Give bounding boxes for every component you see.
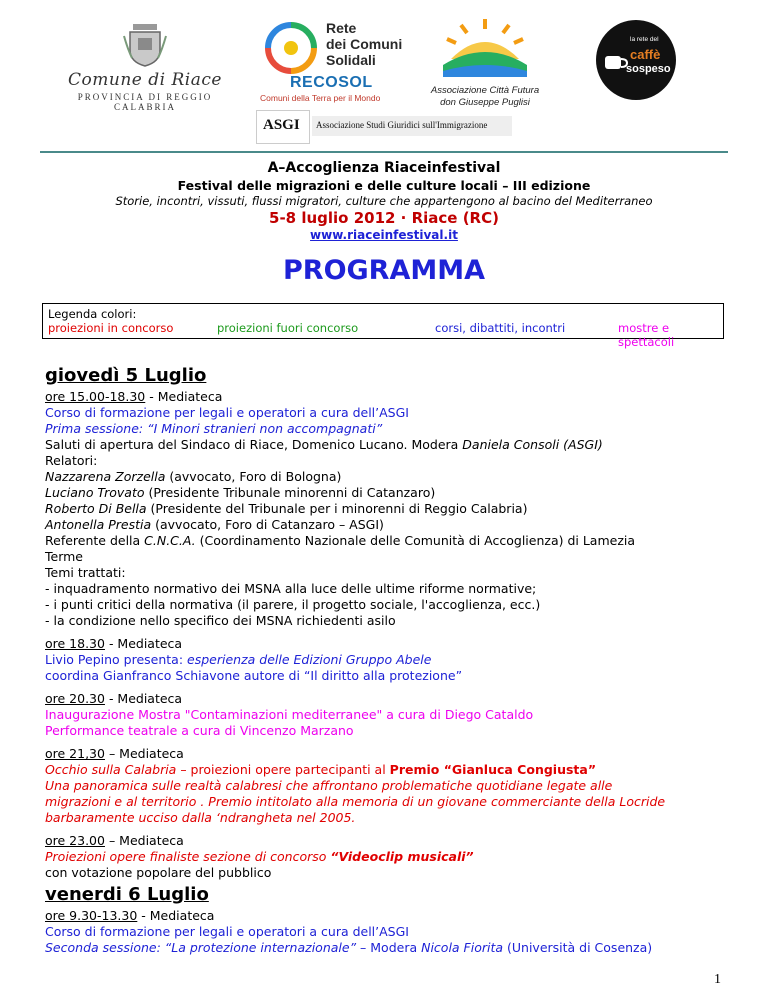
event-title: Occhio sulla Calabria – proiezioni opere partecipanti al Premio “Gianluca Congiusta” [45, 762, 597, 777]
speaker-line: Antonella Prestia (avvocato, Foro di Catanzaro – ASGI) [45, 517, 384, 532]
event-title: Inaugurazione Mostra "Contaminazioni mediterranee" a cura di Diego Cataldo [45, 707, 534, 722]
legend-item-shows: mostre e spettacoli [618, 321, 675, 349]
asgi-logo: ASGI Associazione Studi Giuridici sull'Immigrazione [256, 110, 512, 142]
comune-di-riace-logo [45, 20, 245, 110]
day-heading-friday: venerdi 6 Luglio [45, 884, 209, 905]
speaker-line: Nazzarena Zorzella (avvocato, Foro di Bologna) [45, 469, 342, 484]
legend-item-out-of-competition: proiezioni fuori concorso [217, 321, 359, 335]
recosol-subtitle: Comuni della Terra per il Mondo [260, 93, 381, 103]
citta-futura-logo [410, 15, 560, 110]
event-time-line: ore 23.00 – Mediateca [45, 833, 184, 848]
event-time-line: ore 20.30 - Mediateca [45, 691, 183, 706]
page-number: 1 [714, 972, 721, 987]
event-time-line: ore 21,30 – Mediateca [45, 746, 184, 761]
festival-tagline: Storie, incontri, vissuti, flussi migratori, culture che appartengono al bacino del Mediterraneo [115, 194, 653, 208]
caffe-sospeso-logo: la rete del caffè sospeso [596, 20, 676, 100]
rete-title: Rete dei Comuni Solidali [326, 20, 403, 68]
rete-circle-icon [260, 18, 322, 76]
topic-item: - i punti critici della normativa (il parere, il progetto sociale, l'accoglienza, ecc.) [45, 597, 541, 612]
header-logos [0, 0, 768, 150]
event-description: migrazioni e al territorio . Premio intitolato alla memoria di un giovane commerciante della Locride [45, 794, 666, 809]
event-title: Livio Pepino presenta: esperienza delle Edizioni Gruppo Abele [45, 652, 432, 667]
event-time-line: ore 9.30-13.30 - Mediateca [45, 908, 215, 923]
legend-item-competition: proiezioni in concorso [48, 321, 174, 335]
topic-item: - inquadramento normativo dei MSNA alla luce delle ultime riforme normative; [45, 581, 537, 596]
speaker-line: Luciano Trovato (Presidente Tribunale minorenni di Catanzaro) [45, 485, 436, 500]
sun-landscape-icon [437, 15, 533, 81]
event-description: Una panoramica sulle realtà calabresi che affrontano problematiche quotidiane legate alle [45, 778, 613, 793]
color-legend [42, 303, 724, 349]
comune-name: Comune di Riace [68, 70, 222, 90]
event-session: Prima sessione: “I Minori stranieri non accompagnati” [45, 421, 383, 436]
legend-title: Legenda colori: [48, 307, 137, 321]
header-divider [40, 151, 728, 153]
festival-dates: 5-8 luglio 2012 · Riace (RC) [269, 209, 499, 227]
festival-subtitle: Festival delle migrazioni e delle culture locali – III edizione [177, 178, 591, 193]
event-detail: Performance teatrale a cura di Vincenzo Marzano [45, 723, 354, 738]
event-time-line: ore 18.30 - Mediateca [45, 636, 183, 651]
rete-comuni-solidali-logo [260, 18, 410, 103]
topic-item: - la condizione nello specifico dei MSNA richiedenti asilo [45, 613, 396, 628]
day-heading-thursday: giovedì 5 Luglio [45, 365, 207, 386]
event-title: Corso di formazione per legali e operatori a cura dell’ASGI [45, 405, 409, 420]
referent-line-cont: Terme [45, 549, 83, 564]
crest-icon [120, 20, 170, 68]
event-title: Corso di formazione per legali e operatori a cura dell’ASGI [45, 924, 409, 939]
topics-label: Temi trattati: [45, 565, 126, 580]
recosol-label: RECOSOL [290, 74, 373, 91]
legend-item-courses: corsi, dibattiti, incontri [435, 321, 566, 335]
comune-province: PROVINCIA DI REGGIO CALABRIA [77, 92, 213, 112]
event-session: Seconda sessione: “La protezione internazionale” – Modera Nicola Fiorita (Università di Cosenza) [45, 940, 653, 955]
relatori-label: Relatori: [45, 453, 98, 468]
event-opening: Saluti di apertura del Sindaco di Riace, Domenico Lucano. Modera Daniela Consoli (ASGI) [45, 437, 603, 452]
event-description: barbaramente ucciso dalla ‘ndrangheta nel 2005. [45, 810, 356, 825]
referent-line: Referente della C.N.C.A. (Coordinamento Nazionale delle Comunità di Accoglienza) di Lamezia [45, 533, 636, 548]
event-detail: coordina Gianfranco Schiavone autore di “Il diritto alla protezione” [45, 668, 463, 683]
asso-text: Associazione Città Futura don Giuseppe Puglisi [430, 85, 540, 108]
event-detail: con votazione popolare del pubblico [45, 865, 272, 880]
event-title: Proiezioni opere finaliste sezione di concorso “Videoclip musicali” [45, 849, 474, 864]
festival-website-link[interactable]: www.riaceinfestival.it [310, 228, 458, 242]
programma-heading: PROGRAMMA [282, 255, 485, 286]
festival-title: A–Accoglienza Riaceinfestival [267, 160, 501, 176]
speaker-line: Roberto Di Bella (Presidente del Tribunale per i minorenni di Reggio Calabria) [45, 501, 528, 516]
event-time-line: ore 15.00-18.30 - Mediateca [45, 389, 223, 404]
